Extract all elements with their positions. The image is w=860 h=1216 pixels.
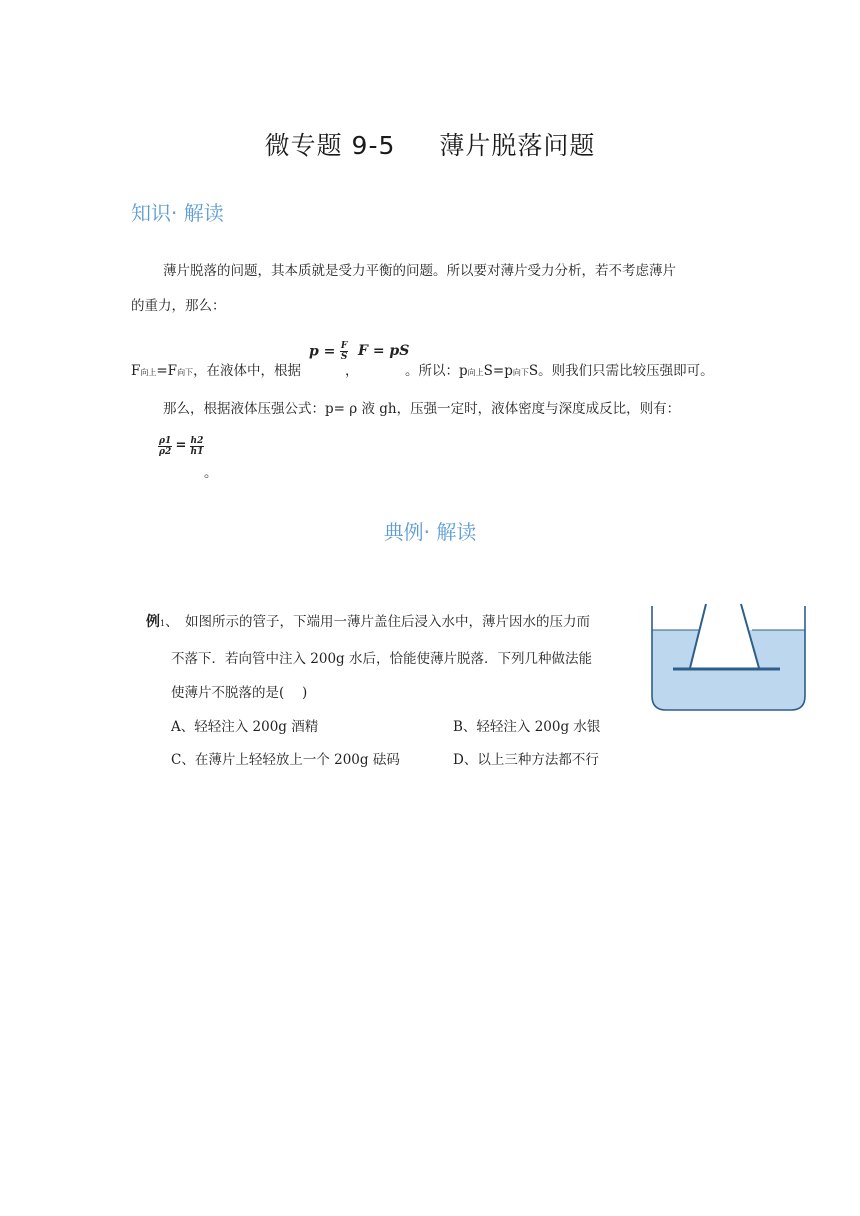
tube-in-water-diagram [645, 600, 810, 715]
section-heading-knowledge: 知识· 解读 [131, 201, 224, 225]
example-label: 例1、 [146, 614, 179, 630]
example-text-line2: 不落下．若向管中注入 200g 水后，恰能使薄片脱落．下列几种做法能 [171, 651, 592, 667]
pressure-formula: p = $\frac{F}{S}$ [309, 341, 348, 362]
section-heading-example: 典例· 解读 [383, 520, 477, 544]
ratio-end-mark: 。 [204, 465, 218, 481]
title-code: 微专题 9-5 [264, 131, 396, 160]
ratio-formula: $\frac{\rho 1}{\rho 2}$ = $\frac{h2}{h1}$ [159, 436, 204, 457]
paragraph-intro-line1: 薄片脱落的问题，其本质就是受力平衡的问题。所以要对薄片受力分析，若不考虑薄片 [163, 263, 676, 279]
option-d: D、以上三种方法都不行 [453, 752, 599, 768]
example-text-line3: 使薄片不脱落的是( ) [171, 685, 308, 701]
force-formula: F = pS [358, 343, 410, 359]
force-result-text: 。所以：p向上S=p向下S。则我们只需比较压强即可。 [405, 363, 714, 379]
title-topic: 薄片脱落问题 [439, 131, 596, 160]
paragraph-intro-line2: 的重力，那么： [131, 298, 226, 314]
example-text-line1: 如图所示的管子，下端用一薄片盖住后浸入水中，薄片因水的压力而 [185, 614, 590, 630]
option-c: C、在薄片上轻轻放上一个 200g 砝码 [171, 752, 400, 768]
force-balance-line: F向上=F向下，在液体中，根据 [131, 363, 302, 379]
paragraph-density-depth: 那么，根据液体压强公式：p= ρ 液 gh，压强一定时，液体密度与深度成反比，则有： [163, 401, 681, 417]
option-a: A、轻轻注入 200g 酒精 [171, 719, 319, 735]
formula-comma: ， [345, 363, 359, 379]
option-b: B、轻轻注入 200g 水银 [453, 719, 601, 735]
pressure-fraction: $\frac{F}{S}$ [340, 341, 348, 362]
page-title [0, 126, 860, 162]
